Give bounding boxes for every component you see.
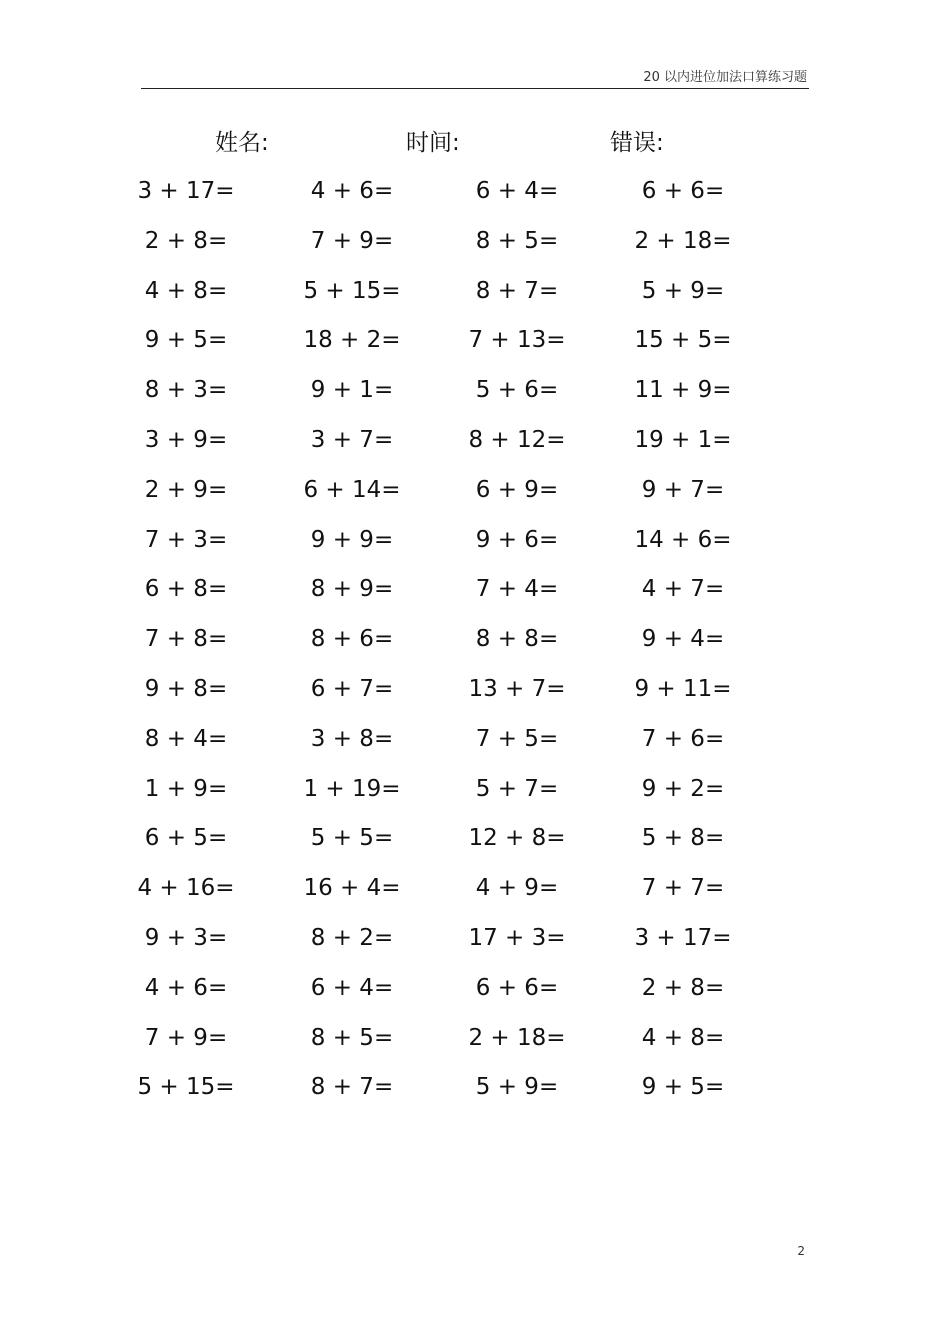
problem-item: 7 + 13= — [468, 327, 566, 354]
problem-item: 9 + 4= — [641, 626, 725, 653]
problem-item: 1 + 9= — [144, 775, 228, 802]
problem-item: 9 + 6= — [475, 526, 559, 553]
problem-item: 5 + 6= — [475, 377, 559, 404]
problem-item: 5 + 9= — [641, 277, 725, 304]
problem-item: 7 + 5= — [475, 725, 559, 752]
problem-item: 13 + 7= — [468, 676, 566, 702]
problem-item: 7 + 6= — [641, 725, 725, 752]
problem-item: 5 + 7= — [475, 775, 559, 802]
problem-item: 8 + 5= — [475, 227, 559, 254]
problem-item: 2 + 9= — [144, 476, 228, 503]
problem-item: 3 + 17= — [634, 925, 732, 951]
problem-item: 8 + 6= — [310, 626, 394, 653]
problem-item: 8 + 5= — [310, 1024, 394, 1051]
problem-item: 9 + 1= — [310, 377, 394, 404]
errors-label: 错误: — [610, 130, 664, 156]
problem-item: 1 + 19= — [303, 775, 401, 802]
problem-item: 11 + 9= — [634, 377, 732, 404]
problem-item: 8 + 12= — [468, 427, 566, 453]
problem-item: 6 + 6= — [641, 178, 725, 204]
problem-item: 3 + 8= — [310, 725, 394, 752]
problem-item: 4 + 6= — [310, 178, 394, 204]
problem-item: 4 + 8= — [641, 1024, 725, 1051]
problem-item: 6 + 14= — [303, 476, 401, 503]
problem-item: 12 + 8= — [468, 825, 566, 852]
problem-item: 6 + 6= — [475, 974, 559, 1001]
problem-item: 8 + 2= — [310, 925, 394, 951]
page-number: 2 — [797, 1244, 805, 1258]
problem-item: 5 + 15= — [137, 1074, 235, 1101]
problem-item: 7 + 9= — [310, 227, 394, 254]
problem-item: 6 + 5= — [144, 825, 228, 852]
problem-item: 8 + 7= — [310, 1074, 394, 1101]
problem-item: 4 + 9= — [475, 875, 559, 902]
problem-item: 14 + 6= — [634, 526, 732, 553]
problem-item: 2 + 18= — [634, 227, 732, 254]
problem-item: 9 + 8= — [144, 676, 228, 702]
problem-item: 6 + 4= — [310, 974, 394, 1001]
problem-item: 8 + 4= — [144, 725, 228, 752]
problem-item: 8 + 9= — [310, 576, 394, 603]
problem-item: 16 + 4= — [303, 875, 401, 902]
problem-item: 4 + 8= — [144, 277, 228, 304]
problem-item: 18 + 2= — [303, 327, 401, 354]
name-label: 姓名: — [215, 130, 269, 156]
problem-item: 3 + 17= — [137, 178, 235, 204]
problem-item: 5 + 5= — [310, 825, 394, 852]
problem-item: 6 + 9= — [475, 476, 559, 503]
problem-item: 8 + 7= — [475, 277, 559, 304]
problem-item: 4 + 6= — [144, 974, 228, 1001]
time-label: 时间: — [406, 130, 460, 156]
problem-item: 9 + 11= — [634, 676, 732, 702]
problem-item: 5 + 15= — [303, 277, 401, 304]
problem-item: 4 + 7= — [641, 576, 725, 603]
problem-item: 2 + 18= — [468, 1024, 566, 1051]
problem-item: 5 + 9= — [475, 1074, 559, 1101]
header-title: 20 以内进位加法口算练习题 — [643, 70, 807, 85]
problem-item: 8 + 3= — [144, 377, 228, 404]
problem-item: 5 + 8= — [641, 825, 725, 852]
problem-item: 8 + 8= — [475, 626, 559, 653]
problem-item: 6 + 7= — [310, 676, 394, 702]
problem-item: 17 + 3= — [468, 925, 566, 951]
problem-item: 7 + 4= — [475, 576, 559, 603]
problem-item: 4 + 16= — [137, 875, 235, 902]
problem-item: 7 + 7= — [641, 875, 725, 902]
problem-item: 9 + 5= — [641, 1074, 725, 1101]
problem-item: 7 + 8= — [144, 626, 228, 653]
problem-item: 9 + 5= — [144, 327, 228, 354]
problem-item: 15 + 5= — [634, 327, 732, 354]
problem-item: 2 + 8= — [641, 974, 725, 1001]
problem-item: 19 + 1= — [634, 427, 732, 453]
problem-item: 7 + 9= — [144, 1024, 228, 1051]
problem-item: 9 + 7= — [641, 476, 725, 503]
problem-item: 7 + 3= — [144, 526, 228, 553]
problem-item: 9 + 9= — [310, 526, 394, 553]
problem-item: 6 + 8= — [144, 576, 228, 603]
problem-item: 6 + 4= — [475, 178, 559, 204]
problem-item: 3 + 7= — [310, 427, 394, 453]
problem-item: 9 + 3= — [144, 925, 228, 951]
problem-item: 9 + 2= — [641, 775, 725, 802]
problem-item: 2 + 8= — [144, 227, 228, 254]
problem-item: 3 + 9= — [144, 427, 228, 453]
